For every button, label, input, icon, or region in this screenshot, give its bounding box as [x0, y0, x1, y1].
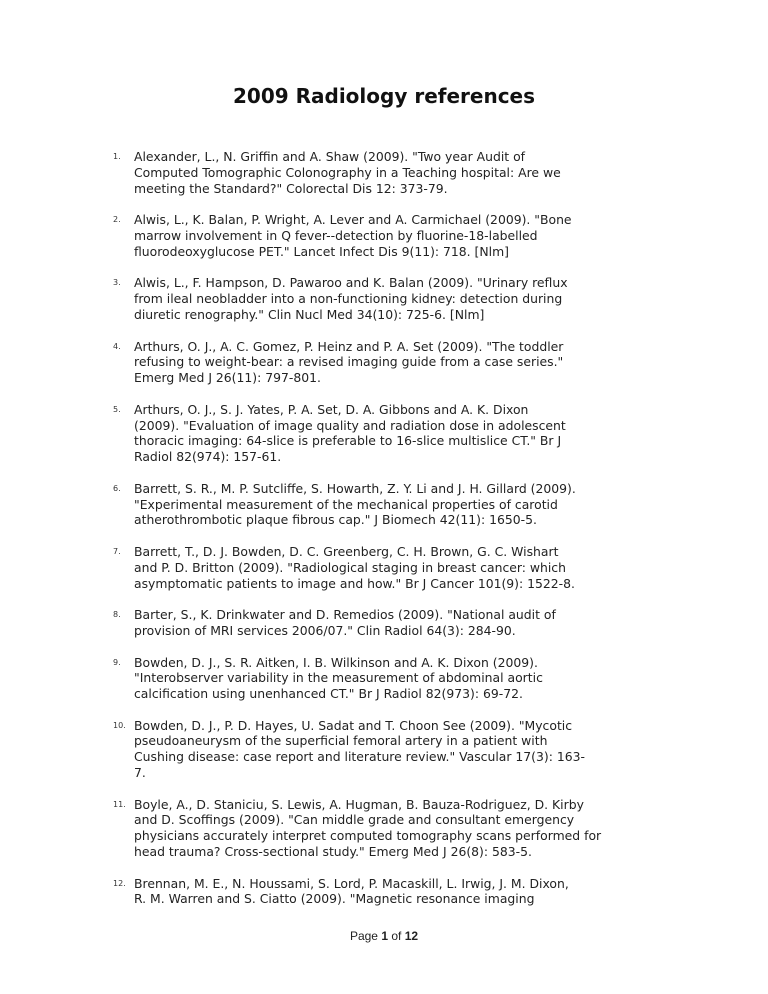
reference-line: Computed Tomographic Colonography in a Teaching hospital: Are we	[134, 164, 561, 180]
reference-line: meeting the Standard?" Colorectal Dis 12: 373-79.	[134, 180, 448, 196]
reference-item	[0, 149, 768, 196]
reference-line: head trauma? Cross-sectional study." Emerg Med J 26(8): 583-5.	[134, 844, 532, 860]
reference-line: pseudoaneurysm of the superficial femoral artery in a patient with	[134, 733, 548, 749]
reference-line: Boyle, A., D. Staniciu, S. Lewis, A. Hugman, B. Bauza-Rodriguez, D. Kirby	[134, 796, 584, 812]
reference-number: 8.	[113, 610, 121, 620]
reference-item	[0, 275, 768, 322]
reference-line: provision of MRI services 2006/07." Clin Radiol 64(3): 284-90.	[134, 622, 516, 638]
reference-text	[134, 402, 768, 465]
reference-line: thoracic imaging: 64-slice is preferable to 16-slice multislice CT." Br J	[134, 433, 562, 449]
reference-text	[134, 339, 768, 386]
reference-text	[134, 607, 768, 639]
reference-item	[0, 339, 768, 386]
page-footer	[0, 929, 768, 943]
page-label: Page	[349, 929, 378, 943]
reference-line: (2009). "Evaluation of image quality and radiation dose in adolescent	[134, 417, 566, 433]
reference-text	[134, 212, 768, 259]
current-page: 1	[381, 929, 388, 943]
reference-number: 9.	[113, 657, 121, 667]
reference-line: Brennan, M. E., N. Houssami, S. Lord, P. Macaskill, L. Irwig, J. M. Dixon,	[134, 875, 569, 891]
reference-text	[134, 149, 768, 196]
document-title: 2009 Radiology references	[232, 84, 536, 108]
reference-text	[134, 718, 768, 781]
reference-number: 10.	[113, 720, 126, 730]
reference-line: 7.	[134, 765, 146, 781]
reference-line: "Interobserver variability in the measurement of abdominal aortic	[134, 670, 543, 686]
reference-line: Cushing disease: case report and literature review." Vascular 17(3): 163-	[134, 749, 585, 765]
reference-line: Barrett, T., D. J. Bowden, D. C. Greenberg, C. H. Brown, G. C. Wishart	[134, 543, 559, 559]
reference-line: refusing to weight-bear: a revised imaging guide from a case series."	[134, 354, 564, 370]
reference-line: "Experimental measurement of the mechanical properties of carotid	[134, 496, 558, 512]
reference-line: from ileal neobladder into a non-functioning kidney: detection during	[134, 291, 563, 307]
reference-line: Bowden, D. J., S. R. Aitken, I. B. Wilkinson and A. K. Dixon (2009).	[134, 654, 538, 670]
reference-item	[0, 481, 768, 528]
reference-line: Alwis, L., K. Balan, P. Wright, A. Lever and A. Carmichael (2009). "Bone	[134, 212, 572, 228]
reference-number: 3.	[113, 278, 121, 288]
reference-text	[134, 544, 768, 591]
reference-line: atherothrombotic plaque fibrous cap." J Biomech 42(11): 1650-5.	[134, 512, 537, 528]
reference-item	[0, 797, 768, 860]
reference-number: 1.	[113, 152, 121, 161]
reference-text	[134, 797, 768, 860]
reference-line: Arthurs, O. J., S. J. Yates, P. A. Set, D. A. Gibbons and A. K. Dixon	[134, 401, 529, 417]
reference-line: Emerg Med J 26(11): 797-801.	[134, 370, 321, 386]
reference-line: and D. Scoffings (2009). "Can middle grade and consultant emergency	[134, 812, 575, 828]
reference-number: 7.	[113, 546, 121, 556]
reference-item	[0, 607, 768, 639]
reference-item	[0, 544, 768, 591]
reference-item	[0, 655, 768, 702]
reference-text	[134, 876, 768, 908]
reference-line: R. M. Warren and S. Ciatto (2009). "Magnetic resonance imaging	[134, 891, 535, 907]
reference-number: 5.	[113, 404, 121, 414]
reference-text	[134, 275, 768, 322]
reference-list	[0, 149, 768, 923]
reference-number: 11.	[113, 799, 126, 809]
reference-text	[134, 655, 768, 702]
reference-number: 6.	[113, 483, 121, 493]
reference-line: Radiol 82(974): 157-61.	[134, 449, 282, 465]
reference-item	[0, 876, 768, 908]
reference-line: Alwis, L., F. Hampson, D. Pawaroo and K. Balan (2009). "Urinary reflux	[134, 275, 568, 291]
reference-text	[134, 481, 768, 528]
reference-line: marrow involvement in Q fever--detection by fluorine-18-labelled	[134, 227, 538, 243]
reference-line: physicians accurately interpret computed tomography scans performed for	[134, 828, 602, 844]
reference-line: calcification using unenhanced CT." Br J Radiol 82(973): 69-72.	[134, 686, 523, 702]
of-label: of	[391, 929, 402, 943]
reference-item	[0, 402, 768, 465]
reference-line: diuretic renography." Clin Nucl Med 34(10): 725-6. [Nlm]	[134, 306, 485, 322]
reference-line: Bowden, D. J., P. D. Hayes, U. Sadat and T. Choon See (2009). "Mycotic	[134, 717, 573, 733]
reference-line: Barrett, S. R., M. P. Sutcliffe, S. Howarth, Z. Y. Li and J. H. Gillard (2009).	[134, 480, 576, 496]
reference-line: asymptomatic patients to image and how." Br J Cancer 101(9): 1522-8.	[134, 575, 575, 591]
reference-line: and P. D. Britton (2009). "Radiological staging in breast cancer: which	[134, 559, 566, 575]
reference-line: fluorodeoxyglucose PET." Lancet Infect Dis 9(11): 718. [Nlm]	[134, 243, 510, 259]
total-pages: 12	[404, 929, 419, 943]
reference-line: Arthurs, O. J., A. C. Gomez, P. Heinz and P. A. Set (2009). "The toddler	[134, 338, 564, 354]
reference-line: Barter, S., K. Drinkwater and D. Remedios (2009). "National audit of	[134, 607, 556, 623]
reference-item	[0, 212, 768, 259]
reference-number: 2.	[113, 215, 121, 225]
reference-item	[0, 718, 768, 781]
reference-line: Alexander, L., N. Griffin and A. Shaw (2009). "Two year Audit of	[134, 149, 526, 164]
reference-number: 4.	[113, 341, 121, 351]
reference-number: 12.	[113, 878, 126, 888]
